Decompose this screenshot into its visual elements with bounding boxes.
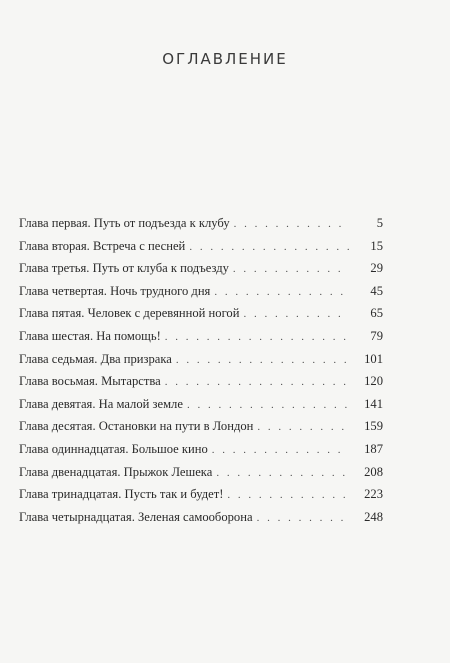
toc-entry [19,348,383,371]
toc-entry [19,370,383,393]
toc-entry-title: Глава тринадцатая. Пусть так и будет! [19,487,224,502]
toc-entry [19,302,383,325]
toc-entry [19,212,383,235]
dot-leader [189,236,349,259]
toc-entry-title: Глава вторая. Встреча с песней [19,238,186,253]
toc-entry-page: 248 [364,509,383,524]
toc-entry [19,415,383,438]
toc-entry [19,506,383,529]
toc-entry [19,235,383,258]
toc-entry-page: 101 [364,351,383,366]
page-title: ОГЛАВЛЕНИЕ [162,50,288,68]
dot-leader [165,371,349,394]
toc-entry [19,438,383,461]
toc-entry [19,325,383,348]
dot-leader [165,326,349,349]
dot-leader [214,281,349,304]
toc-entry-page: 45 [370,283,383,298]
toc-entry-page: 65 [370,306,383,321]
toc-entry-title: Глава восьмая. Мытарства [19,374,161,389]
toc-entry-page: 79 [370,328,383,343]
dot-leader [234,213,349,236]
toc-entry-page: 29 [370,261,383,276]
toc-entry-page: 223 [364,487,383,502]
toc-entry [19,280,383,303]
toc-entry [19,257,383,280]
dot-leader [212,439,349,462]
toc-entry-title: Глава пятая. Человек с деревянной ногой [19,306,240,321]
toc-entry-title: Глава первая. Путь от подъезда к клубу [19,216,230,230]
dot-leader [257,416,349,439]
dot-leader [216,462,349,485]
dot-leader [187,394,349,417]
dot-leader [233,258,349,281]
dot-leader [227,484,349,507]
toc-entry-page: 208 [364,464,383,479]
toc-entry-title: Глава шестая. На помощь! [19,328,161,343]
toc-entry-title: Глава девятая. На малой земле [19,396,183,411]
toc-entry-title: Глава четвертая. Ночь трудного дня [19,283,211,298]
toc-entry-page: 141 [364,396,383,411]
toc-entry-page: 5 [376,216,383,230]
toc-entry-title: Глава третья. Путь от клуба к подъезду [19,261,229,276]
toc-entry [19,393,383,416]
toc-entry-title: Глава десятая. Остановки на пути в Лондон [19,419,254,434]
toc-entry-page: 120 [364,374,383,389]
toc-entry-title: Глава двенадцатая. Прыжок Лешека [19,464,213,479]
toc-entry-page: 187 [364,441,383,456]
dot-leader [257,507,349,530]
toc-entry-title: Глава четырнадцатая. Зеленая самооборона [19,509,253,524]
toc-entry-page: 15 [370,238,383,253]
toc-entry-page: 159 [364,419,383,434]
toc-entry-title: Глава одиннадцатая. Большое кино [19,441,208,456]
dot-leader [176,349,349,372]
toc-entry [19,461,383,484]
toc-entry [19,483,383,506]
dot-leader [243,303,349,326]
toc-entry-title: Глава седьмая. Два призрака [19,351,172,366]
table-of-contents [19,212,383,528]
